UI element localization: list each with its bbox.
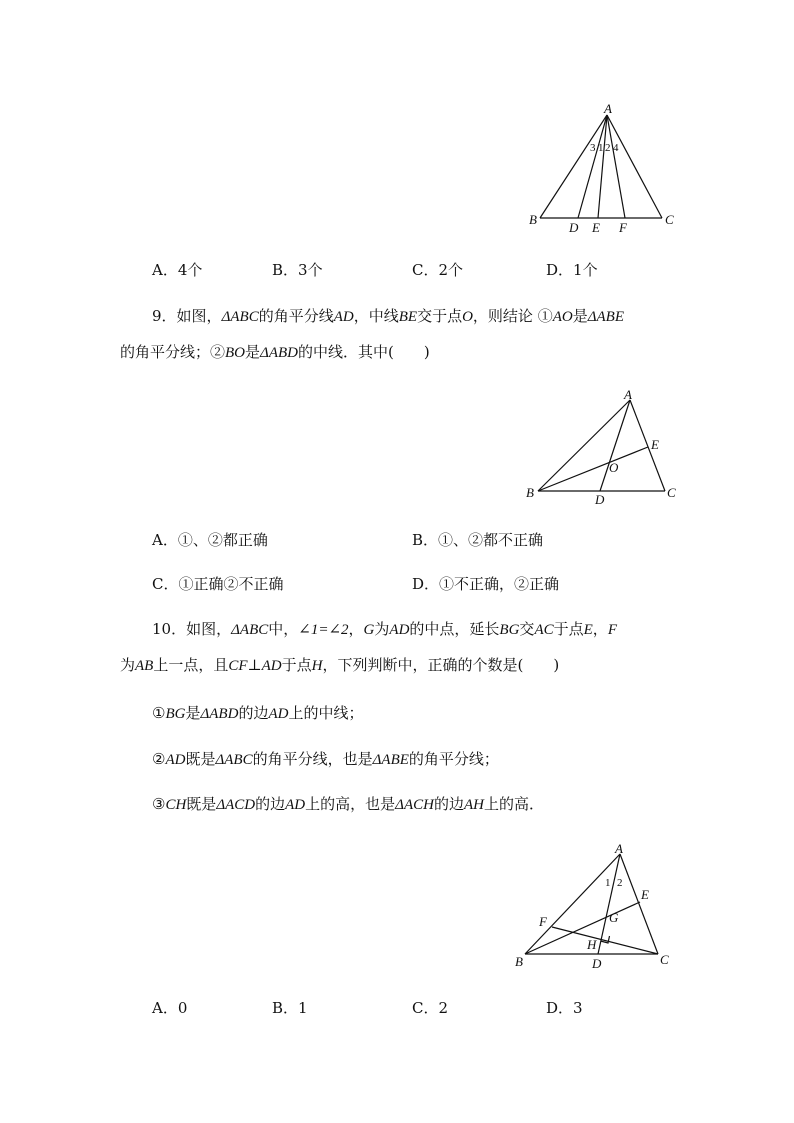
q10-label-f: F [539, 914, 547, 929]
q8-label-f: F [619, 220, 627, 235]
q8-side-ac [607, 115, 662, 218]
q8-angle-2: 2 [605, 142, 611, 154]
q10-angle-1: 1 [605, 877, 611, 889]
q10-segment-cf [552, 927, 658, 954]
q8-figure [520, 100, 690, 240]
q9-label-a: A [624, 387, 632, 402]
q10-side-ab [525, 854, 620, 954]
q9-option-d[interactable]: D．①不正确，②正确 [412, 575, 560, 593]
q10-number: 10． [152, 620, 187, 638]
q9-figure [520, 385, 690, 510]
q10-label-d: D [592, 956, 602, 971]
q9-label-c: C [667, 485, 676, 500]
q9-median-be [538, 447, 648, 491]
q10-figure [510, 838, 700, 973]
q10-option-d[interactable]: D．3 [546, 999, 583, 1017]
q9-label-b: B [526, 485, 534, 500]
q8-angle-1: 1 [598, 142, 604, 154]
q8-option-c[interactable]: C．2个 [412, 261, 464, 279]
q9-option-b[interactable]: B．①、②都不正确 [412, 531, 544, 549]
q9-label-o: O [609, 460, 619, 475]
q9-bisector-ad [600, 400, 630, 491]
q10-label-a: A [615, 841, 623, 856]
q10-label-c: C [660, 952, 669, 967]
q9-side-ac [630, 400, 665, 491]
q8-label-a: A [604, 101, 612, 116]
q10-label-b: B [515, 954, 523, 969]
q10-option-a[interactable]: A．0 [152, 999, 188, 1017]
q10-angle-2: 2 [617, 877, 623, 889]
q8-option-a[interactable]: A．4个 [152, 261, 203, 279]
q8-angle-3: 3 [590, 142, 596, 154]
q10-option-b[interactable]: B．1 [272, 999, 308, 1017]
q8-segment-af [607, 115, 625, 218]
q9-option-c[interactable]: C．①正确②不正确 [152, 575, 284, 593]
q9-label-d: D [595, 492, 605, 507]
q9-label-e: E [651, 437, 659, 452]
q9-side-ab [538, 400, 630, 491]
q8-label-d: D [569, 220, 579, 235]
q10-stem-line1: 10．如图，ΔABC中，∠1=∠2，G为AD的中点，延长BG交AC于点E，F [152, 620, 617, 638]
q10-statement-2: ②AD既是ΔABC的角平分线，也是ΔABE的角平分线； [152, 750, 499, 768]
q10-label-h: H [587, 937, 597, 952]
q8-side-ab [540, 115, 607, 218]
q10-side-ac [620, 854, 658, 954]
q8-option-d[interactable]: D．1个 [546, 261, 598, 279]
q10-label-g: G [609, 910, 619, 925]
q9-number: 9． [152, 307, 177, 325]
q9-stem-line1: 9．如图，ΔABC的角平分线AD，中线BE交于点O，则结论 ①AO是ΔABE [152, 307, 625, 325]
q8-label-b: B [529, 212, 537, 227]
q10-option-c[interactable]: C．2 [412, 999, 449, 1017]
q9-stem-line2: 的角平分线；②BO是ΔABD的中线．其中( ) [120, 343, 430, 361]
q9-option-a[interactable]: A．①、②都正确 [152, 531, 268, 549]
q10-stem-line2: 为AB上一点，且CF⊥AD于点H，下列判断中，正确的个数是( ) [120, 656, 560, 674]
q8-label-c: C [665, 212, 674, 227]
q10-statement-1: ①BG是ΔABD的边AD上的中线； [152, 704, 364, 722]
q8-angle-4: 4 [613, 142, 619, 154]
q10-label-e: E [641, 887, 649, 902]
q8-label-e: E [592, 220, 600, 235]
q8-option-b[interactable]: B．3个 [272, 261, 323, 279]
q10-statement-3: ③CH既是ΔACD的边AD上的高，也是ΔACH的边AH上的高． [152, 795, 544, 813]
